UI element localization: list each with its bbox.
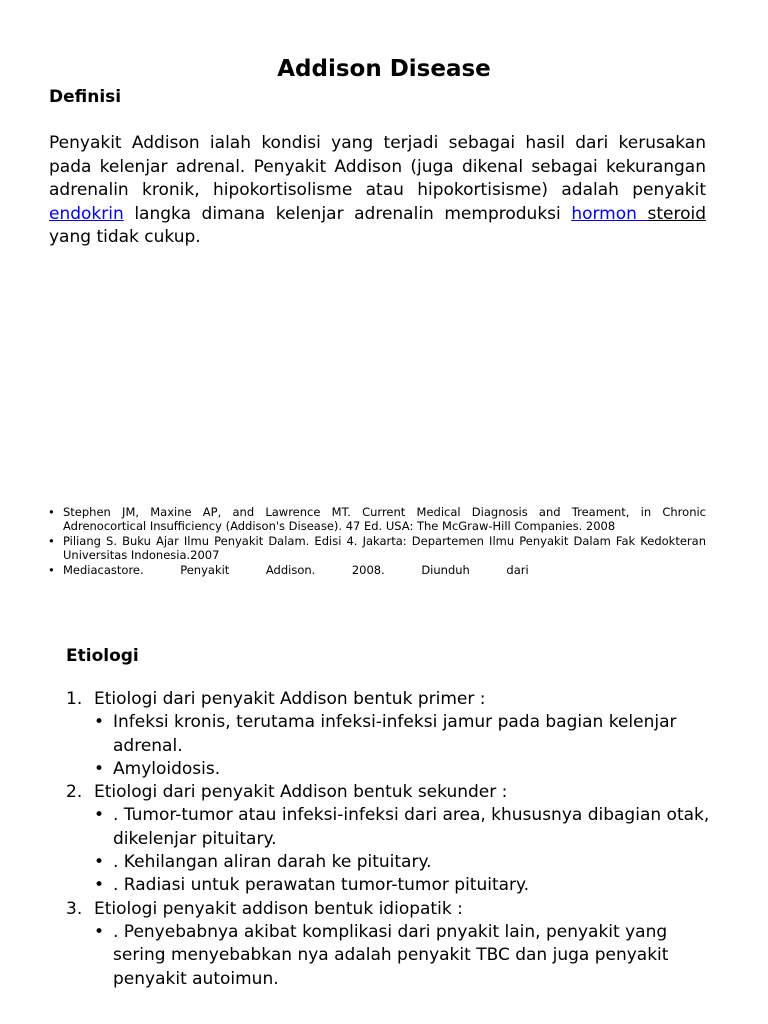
sub-list <box>94 711 716 781</box>
sub-list-item <box>94 921 716 991</box>
reference-line: • Mediacastore. Penyakit Addison. 2008. Diunduh dari <box>63 563 529 577</box>
list-item-text: Etiologi penyakit addison bentuk idiopatik : <box>94 898 463 919</box>
link-endokrin[interactable]: endokrin <box>49 203 124 224</box>
section-heading-definisi: Definisi <box>49 87 122 107</box>
sub-list <box>94 921 716 991</box>
link-hormon[interactable]: hormon <box>571 203 648 224</box>
reference-item <box>46 563 706 577</box>
page-title: Addison Disease <box>277 56 491 82</box>
sub-item-text: . Radiasi untuk perawatan tumor-tumor pituitary. <box>113 875 530 896</box>
section-heading-etiologi: Etiologi <box>66 646 139 666</box>
reference-list <box>46 505 706 578</box>
list-number: 3. <box>66 898 83 919</box>
list-item-text: Etiologi dari penyakit Addison bentuk primer : <box>94 689 486 709</box>
etiology-list <box>66 688 716 991</box>
sub-item-text: . Penyebabnya akibat komplikasi dari pnyakit lain, penyakit yang sering menyebabkan nya adalah penyakit TBC dan juga penyakit penyakit autoimun. <box>113 921 669 989</box>
reference-line: Adrenocortical Insufficiency (Addison's Disease). 47 Ed. USA: The McGraw-Hill Companies. 2008 <box>63 519 616 533</box>
sub-item-text: . Tumor-tumor atau infeksi-infeksi dari area, khususnya dibagian otak, dikelenjar pituitary. <box>113 805 710 849</box>
reference-line: • Piliang S. Buku Ajar Ilmu Penyakit Dalam. Edisi 4. Jakarta: Departemen Ilmu Penyakit Dalam Fak Kedokteran <box>63 534 706 548</box>
sub-list-item <box>94 804 716 851</box>
reference-item <box>46 505 706 533</box>
sub-list-item <box>94 758 716 781</box>
bullet: • <box>94 712 105 733</box>
sub-list-item <box>94 874 716 897</box>
reference-line: • Stephen JM, Maxine AP, and Lawrence MT. Current Medical Diagnosis and Treament, in Chronic <box>63 505 706 519</box>
definition-paragraph <box>49 132 706 250</box>
sub-list-item <box>94 851 716 874</box>
sub-list-item <box>94 711 716 758</box>
sub-item-text: Amyloidosis. <box>113 758 221 779</box>
list-number: 1. <box>66 689 83 709</box>
bullet: • <box>94 921 105 942</box>
bullet: • <box>94 852 105 873</box>
sub-item-text: Infeksi kronis, terutama infeksi-infeksi jamur pada bagian kelenjar adrenal. <box>113 712 677 756</box>
list-number: 2. <box>66 782 83 803</box>
bullet: • <box>94 758 105 779</box>
reference-line: Universitas Indonesia.2007 <box>63 548 220 562</box>
paragraph-text: yang tidak cukup. <box>49 227 201 247</box>
paragraph-text: langka dimana kelenjar adrenalin memproduksi <box>123 203 572 224</box>
sub-list <box>94 804 716 897</box>
paragraph-text: Penyakit Addison ialah kondisi yang terjadi sebagai hasil dari kerusakan pada kelenjar adrenal. Penyakit Addison (juga dikenal sebagai kekurangan adrenalin kronik, hipokortisolisme atau hipokortisisme) adalah penyakit <box>49 133 706 200</box>
reference-item <box>46 534 706 562</box>
sub-item-text: . Kehilangan aliran darah ke pituitary. <box>113 852 432 873</box>
list-item <box>66 781 716 897</box>
list-item <box>66 898 716 991</box>
bullet: • <box>94 875 105 896</box>
list-item-text: Etiologi dari penyakit Addison bentuk sekunder : <box>94 782 508 803</box>
slide-etiologi <box>0 610 768 1024</box>
bullet: • <box>94 805 105 826</box>
list-item <box>66 688 716 781</box>
underlined-term-steroid: steroid <box>647 203 706 224</box>
